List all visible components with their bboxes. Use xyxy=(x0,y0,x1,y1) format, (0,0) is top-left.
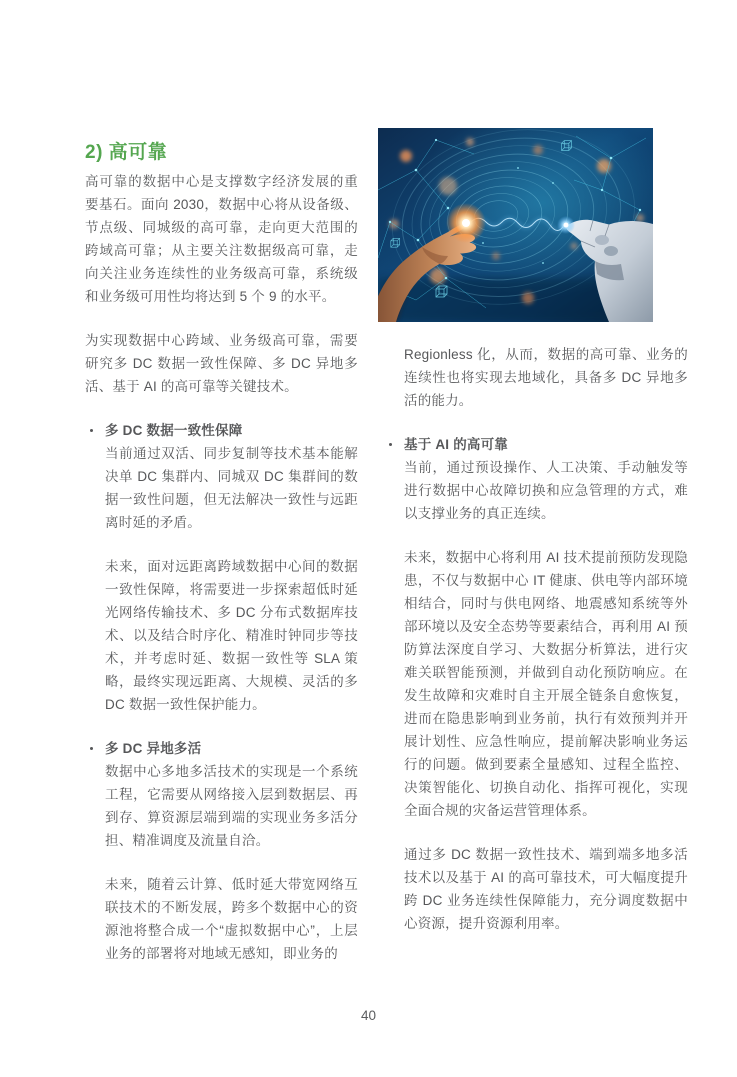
bullet-item-geo-redundancy xyxy=(85,737,358,965)
bullet-item-dc-consistency xyxy=(85,419,358,716)
bullet-dot-icon xyxy=(90,429,93,432)
paragraph: 数据中心多地多活技术的实现是一个系统工程，它需要从网络接入层到数据层、再到存、算资源层端到端的实现业务多活分担、精准调度及流量自洽。 xyxy=(105,764,358,848)
paragraph: 高可靠的数据中心是支撑数字经济发展的重要基石。面向 2030，数据中心将从设备级、节点级、同城级的高可靠，走向更大范围的跨域高可靠；从主要关注数据级高可靠，走向关注业务连续性的业务级高可靠，系统级和业务级可用性均将达到 5 个 9 的水平。 xyxy=(85,174,358,304)
paragraph-continuation: Regionless 化，从而，数据的高可靠、业务的连续性也将实现去地域化，具备多 DC 异地多活的能力。 xyxy=(404,347,688,408)
paragraph: 为实现数据中心跨域、业务级高可靠，需要研究多 DC 数据一致性保障、多 DC 异地多活、基于 AI 的高可靠等关键技术。 xyxy=(85,333,358,394)
bullet-title: 多 DC 异地多活 xyxy=(105,741,202,756)
hero-image-illustration xyxy=(378,128,653,322)
bullet-title: 多 DC 数据一致性保障 xyxy=(105,423,243,438)
bullet-dot-icon xyxy=(389,443,392,446)
left-column xyxy=(85,170,358,986)
section-heading: 2) 高可靠 xyxy=(85,141,168,163)
paragraph: 未来，随着云计算、低时延大带宽网络互联技术的不断发展，跨多个数据中心的资源池将整合成一个“虚拟数据中心”，上层业务的部署将对地域无感知，即业务的 xyxy=(105,877,358,961)
bullet-dot-icon xyxy=(90,747,93,750)
paragraph: 当前通过双活、同步复制等技术基本能解决单 DC 集群内、同城双 DC 集群间的数据一致性问题，但无法解决一致性与远距离时延的矛盾。 xyxy=(105,446,358,530)
paragraph: 未来，数据中心将利用 AI 技术提前预防发现隐患，不仅与数据中心 IT 健康、供电等内部环境相结合，同时与供电网络、地震感知系统等外部环境以及安全态势等要素结合，再利用 AI 预防算法深度自学习、大数据分析算法，进行灾难关联智能预测，并做到自动化预防响应。在发生故障和灾难时自主开展全链条自愈恢复，进而在隐患影响到业务前，执行有效预判并开展计划性、应急性响应，提前解决影响业务运行的问题。做到要素全量感知、过程全监控、决策智能化、切换自动化、指挥可视化，实现全面合规的灾备运营管理体系。 xyxy=(404,550,688,818)
paragraph: 当前，通过预设操作、人工决策、手动触发等进行数据中心故障切换和应急管理的方式，难以支撑业务的真正连续。 xyxy=(404,460,688,521)
paragraph-closing: 通过多 DC 数据一致性技术、端到端多地多活技术以及基于 AI 的高可靠技术，可大幅度提升跨 DC 业务连续性保障能力，充分调度数据中心资源，提升资源利用率。 xyxy=(404,847,688,931)
bullet-title: 基于 AI 的高可靠 xyxy=(404,437,509,452)
hero-image xyxy=(378,128,653,322)
paragraph: 未来，面对远距离跨域数据中心间的数据一致性保障，将需要进一步探索超低时延光网络传输技术、多 DC 分布式数据库技术、以及结合时序化、精准时钟同步等技术，并考虑时延、数据一致性等 SLA 策略，最终实现远距离、大规模、灵活的多 DC 数据一致性保护能力。 xyxy=(105,559,358,712)
page-number: 40 xyxy=(360,1008,377,1023)
bullet-item-ai-reliability xyxy=(384,433,688,822)
right-column xyxy=(384,343,688,935)
